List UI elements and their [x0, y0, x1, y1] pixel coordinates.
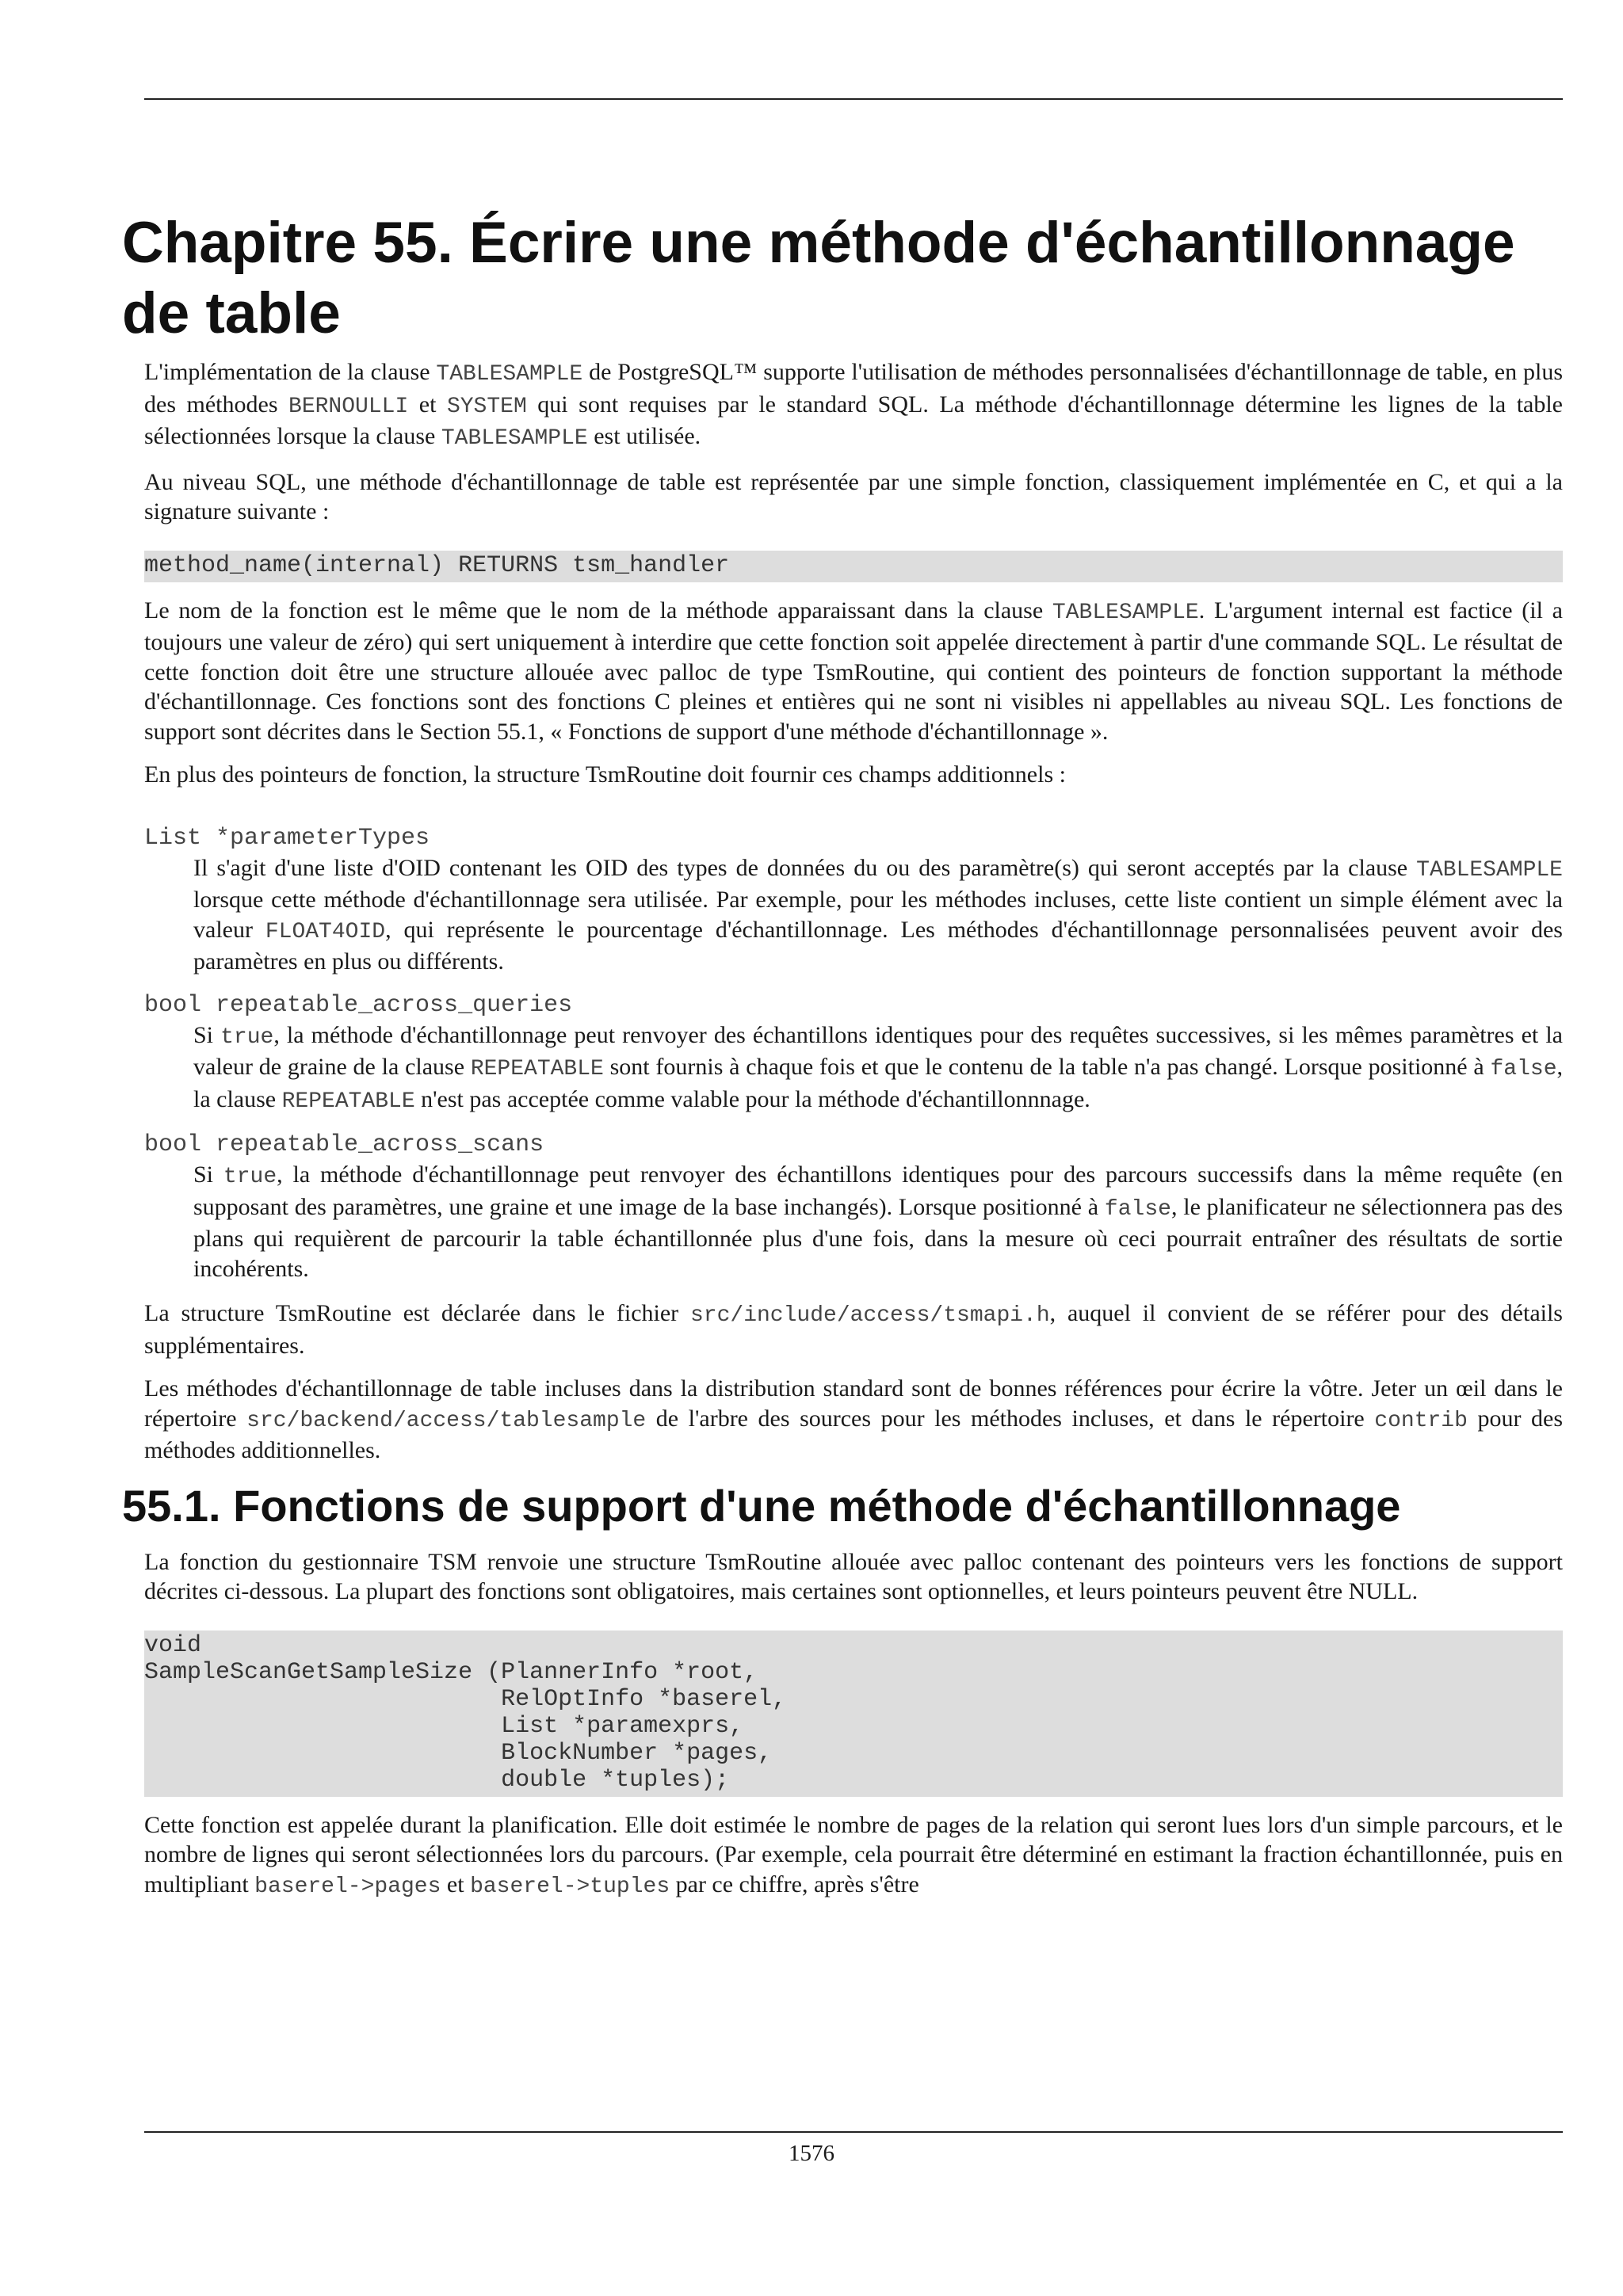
text-fragment: Les méthodes d'échantillonnage de table incluses dans la distribution standard sont de bonnes références pour écrire la vôtre. Jeter un œil dans le répertoire [144, 1375, 1563, 1432]
intro-paragraph-3 [144, 596, 1563, 747]
field-list [144, 823, 1563, 1284]
code-system: SYSTEM [446, 394, 527, 419]
page-content [122, 208, 1563, 1915]
inline-code: true [223, 1165, 277, 1189]
text-fragment: La structure TsmRoutine est déclarée dans le fichier [144, 1300, 690, 1326]
text-fragment: , le planificateur ne sélectionnera pas des plans qui requièrent de parcourir la table échantillonnée plus d'une fois, dans la mesure où ceci pourrait entraîner des résultats de sortie incohérents. [193, 1193, 1563, 1282]
code-contrib: contrib [1374, 1408, 1468, 1433]
section-paragraph-1: La fonction du gestionnaire TSM renvoie une structure TsmRoutine allouée avec palloc contenant des pointeurs vers les fonctions de support décrites ci-dessous. La plupart des fonctions sont obligatoires, mais certaines sont optionnelles, et leurs pointeurs peuvent être NULL. [144, 1548, 1563, 1604]
footer-rule [144, 2131, 1563, 2133]
inline-code: FLOAT4OID [265, 919, 386, 944]
text-fragment: qui sont requises par le standard SQL. La méthode d'échantillonnage détermine les lignes de la table sélectionnées lorsque la clause [144, 391, 1564, 449]
inline-code: baserel->tuples [470, 1874, 670, 1899]
code-tablesample: TABLESAMPLE [441, 426, 588, 451]
text-fragment: lorsque cette méthode d'échantillonnage sera utilisée. Par exemple, pour les méthodes incluses, cette liste contient un simple élément avec la valeur [193, 887, 1563, 943]
text-fragment: , la clause [193, 1054, 1563, 1112]
inline-code: TABLESAMPLE [1416, 857, 1563, 883]
text-fragment: de l'arbre des sources pour les méthodes incluses, et dans le répertoire [646, 1405, 1375, 1432]
code-file-path: src/include/access/tsmapi.h [689, 1303, 1050, 1328]
code-tablesample: TABLESAMPLE [436, 362, 583, 387]
text-fragment: . L'argument internal est factice (il a toujours une valeur de zéro) qui sert uniquement à interdire que cette fonction soit appelée directement à partir d'une commande SQL. Le résultat de cette fonction doit être une structure allouée avec palloc de type TsmRoutine, qui contient des pointeurs de fonction supportant la méthode d'échantillonnage. Ces fonctions sont des fonctions C pleines et entières qui ne sont ni visibles ni appellables au niveau SQL. Les fonctions de support sont décrites dans le Section 55.1, « Fonctions de support d'une méthode d'échantillonnage ». [144, 597, 1564, 745]
text-fragment: sont fournis à chaque fois et que le contenu de la table n'a pas changé. Lorsque positionné à [603, 1054, 1491, 1080]
text-fragment: Si [193, 1161, 223, 1188]
text-fragment: de PostgreSQL™ supporte l'utilisation de méthodes personnalisées d'échantillonnage de table, en plus des méthodes [144, 359, 1563, 418]
inline-code: REPEATABLE [281, 1089, 415, 1114]
text-fragment: L'implémentation de la clause [144, 359, 437, 385]
code-directory-path: src/backend/access/tablesample [246, 1408, 647, 1433]
section-paragraph-2 [144, 1810, 1563, 1902]
code-tablesample: TABLESAMPLE [1052, 600, 1199, 625]
field-description [193, 1160, 1563, 1283]
field-term: bool repeatable_across_queries [144, 991, 573, 1019]
text-fragment: Il s'agit d'une liste d'OID contenant les OID des types de données du ou des paramètre(s) qui seront acceptés par la clause [193, 854, 1417, 881]
intro-paragraph-2: Au niveau SQL, une méthode d'échantillonnage de table est représentée par une simple fonction, classiquement implémentée en C, et qui a la signature suivante : [144, 468, 1563, 524]
text-fragment: Si [193, 1021, 221, 1048]
intro-paragraph-4: En plus des pointeurs de fonction, la structure TsmRoutine doit fournir ces champs additionnels : [144, 761, 1066, 788]
text-fragment: , qui représente le pourcentage d'échantillonnage. Les méthodes d'échantillonnage personnalisées peuvent avoir des paramètres en plus ou différents. [193, 916, 1563, 974]
section-title: 55.1. Fonctions de support d'une méthode d'échantillonnage [122, 1480, 1401, 1531]
text-fragment: , la méthode d'échantillonnage peut renvoyer des échantillons identiques pour des parcours successifs dans la même requête (en supposant des paramètres, une graine et une image de la base inchangés). Lorsque positionné à [193, 1161, 1563, 1220]
header-rule [144, 98, 1563, 100]
function-code-block: void SampleScanGetSampleSize (PlannerInfo *root, RelOptInfo *baserel, List *paramexprs, BlockNumber *pages, double *tuples); [144, 1630, 1563, 1797]
inline-code: baserel->pages [254, 1874, 441, 1899]
text-fragment: et [441, 1871, 471, 1897]
field-description [193, 853, 1563, 977]
inline-code: false [1104, 1196, 1171, 1222]
text-fragment: n'est pas acceptée comme valable pour la méthode d'échantillonnnage. [414, 1085, 1090, 1112]
signature-code-block: method_name(internal) RETURNS tsm_handler [144, 551, 1563, 582]
inline-code: REPEATABLE [470, 1057, 604, 1081]
text-fragment: est utilisée. [587, 423, 701, 449]
inline-code: false [1490, 1057, 1557, 1081]
code-bernoulli: BERNOULLI [288, 394, 409, 419]
outro-paragraph-1 [144, 1299, 1563, 1360]
text-fragment: pour des méthodes additionnelles. [144, 1405, 1563, 1463]
chapter-title: Chapitre 55. Écrire une méthode d'échantillonnage de table [122, 211, 1515, 345]
intro-paragraph-1 [144, 357, 1563, 454]
inline-code: true [220, 1024, 274, 1050]
text-fragment: Le nom de la fonction est le même que le nom de la méthode apparaissant dans la clause [144, 597, 1052, 624]
field-term: bool repeatable_across_scans [144, 1131, 544, 1158]
outro-paragraph-2 [144, 1374, 1563, 1466]
field-term: List *parameterTypes [144, 824, 430, 852]
page-number: 1576 [789, 2141, 834, 2166]
text-fragment: Cette fonction est appelée durant la planification. Elle doit estimée le nombre de pages de la relation qui seront lues lors d'un simple parcours, et le nombre de lignes qui seront sélectionnées lors du parcours. (Par exemple, cela pourrait être déterminé en estimant la fraction échantillonnée, puis en multipliant [144, 1811, 1563, 1897]
text-fragment: , auquel il convient de se référer pour des détails supplémentaires. [144, 1300, 1563, 1359]
text-fragment: et [408, 391, 447, 418]
text-fragment: , la méthode d'échantillonnage peut renvoyer des échantillons identiques pour des requêtes successives, si les mêmes paramètres et la valeur de graine de la clause [193, 1021, 1563, 1080]
text-fragment: par ce chiffre, après s'être [670, 1871, 919, 1897]
field-description [193, 1020, 1563, 1117]
